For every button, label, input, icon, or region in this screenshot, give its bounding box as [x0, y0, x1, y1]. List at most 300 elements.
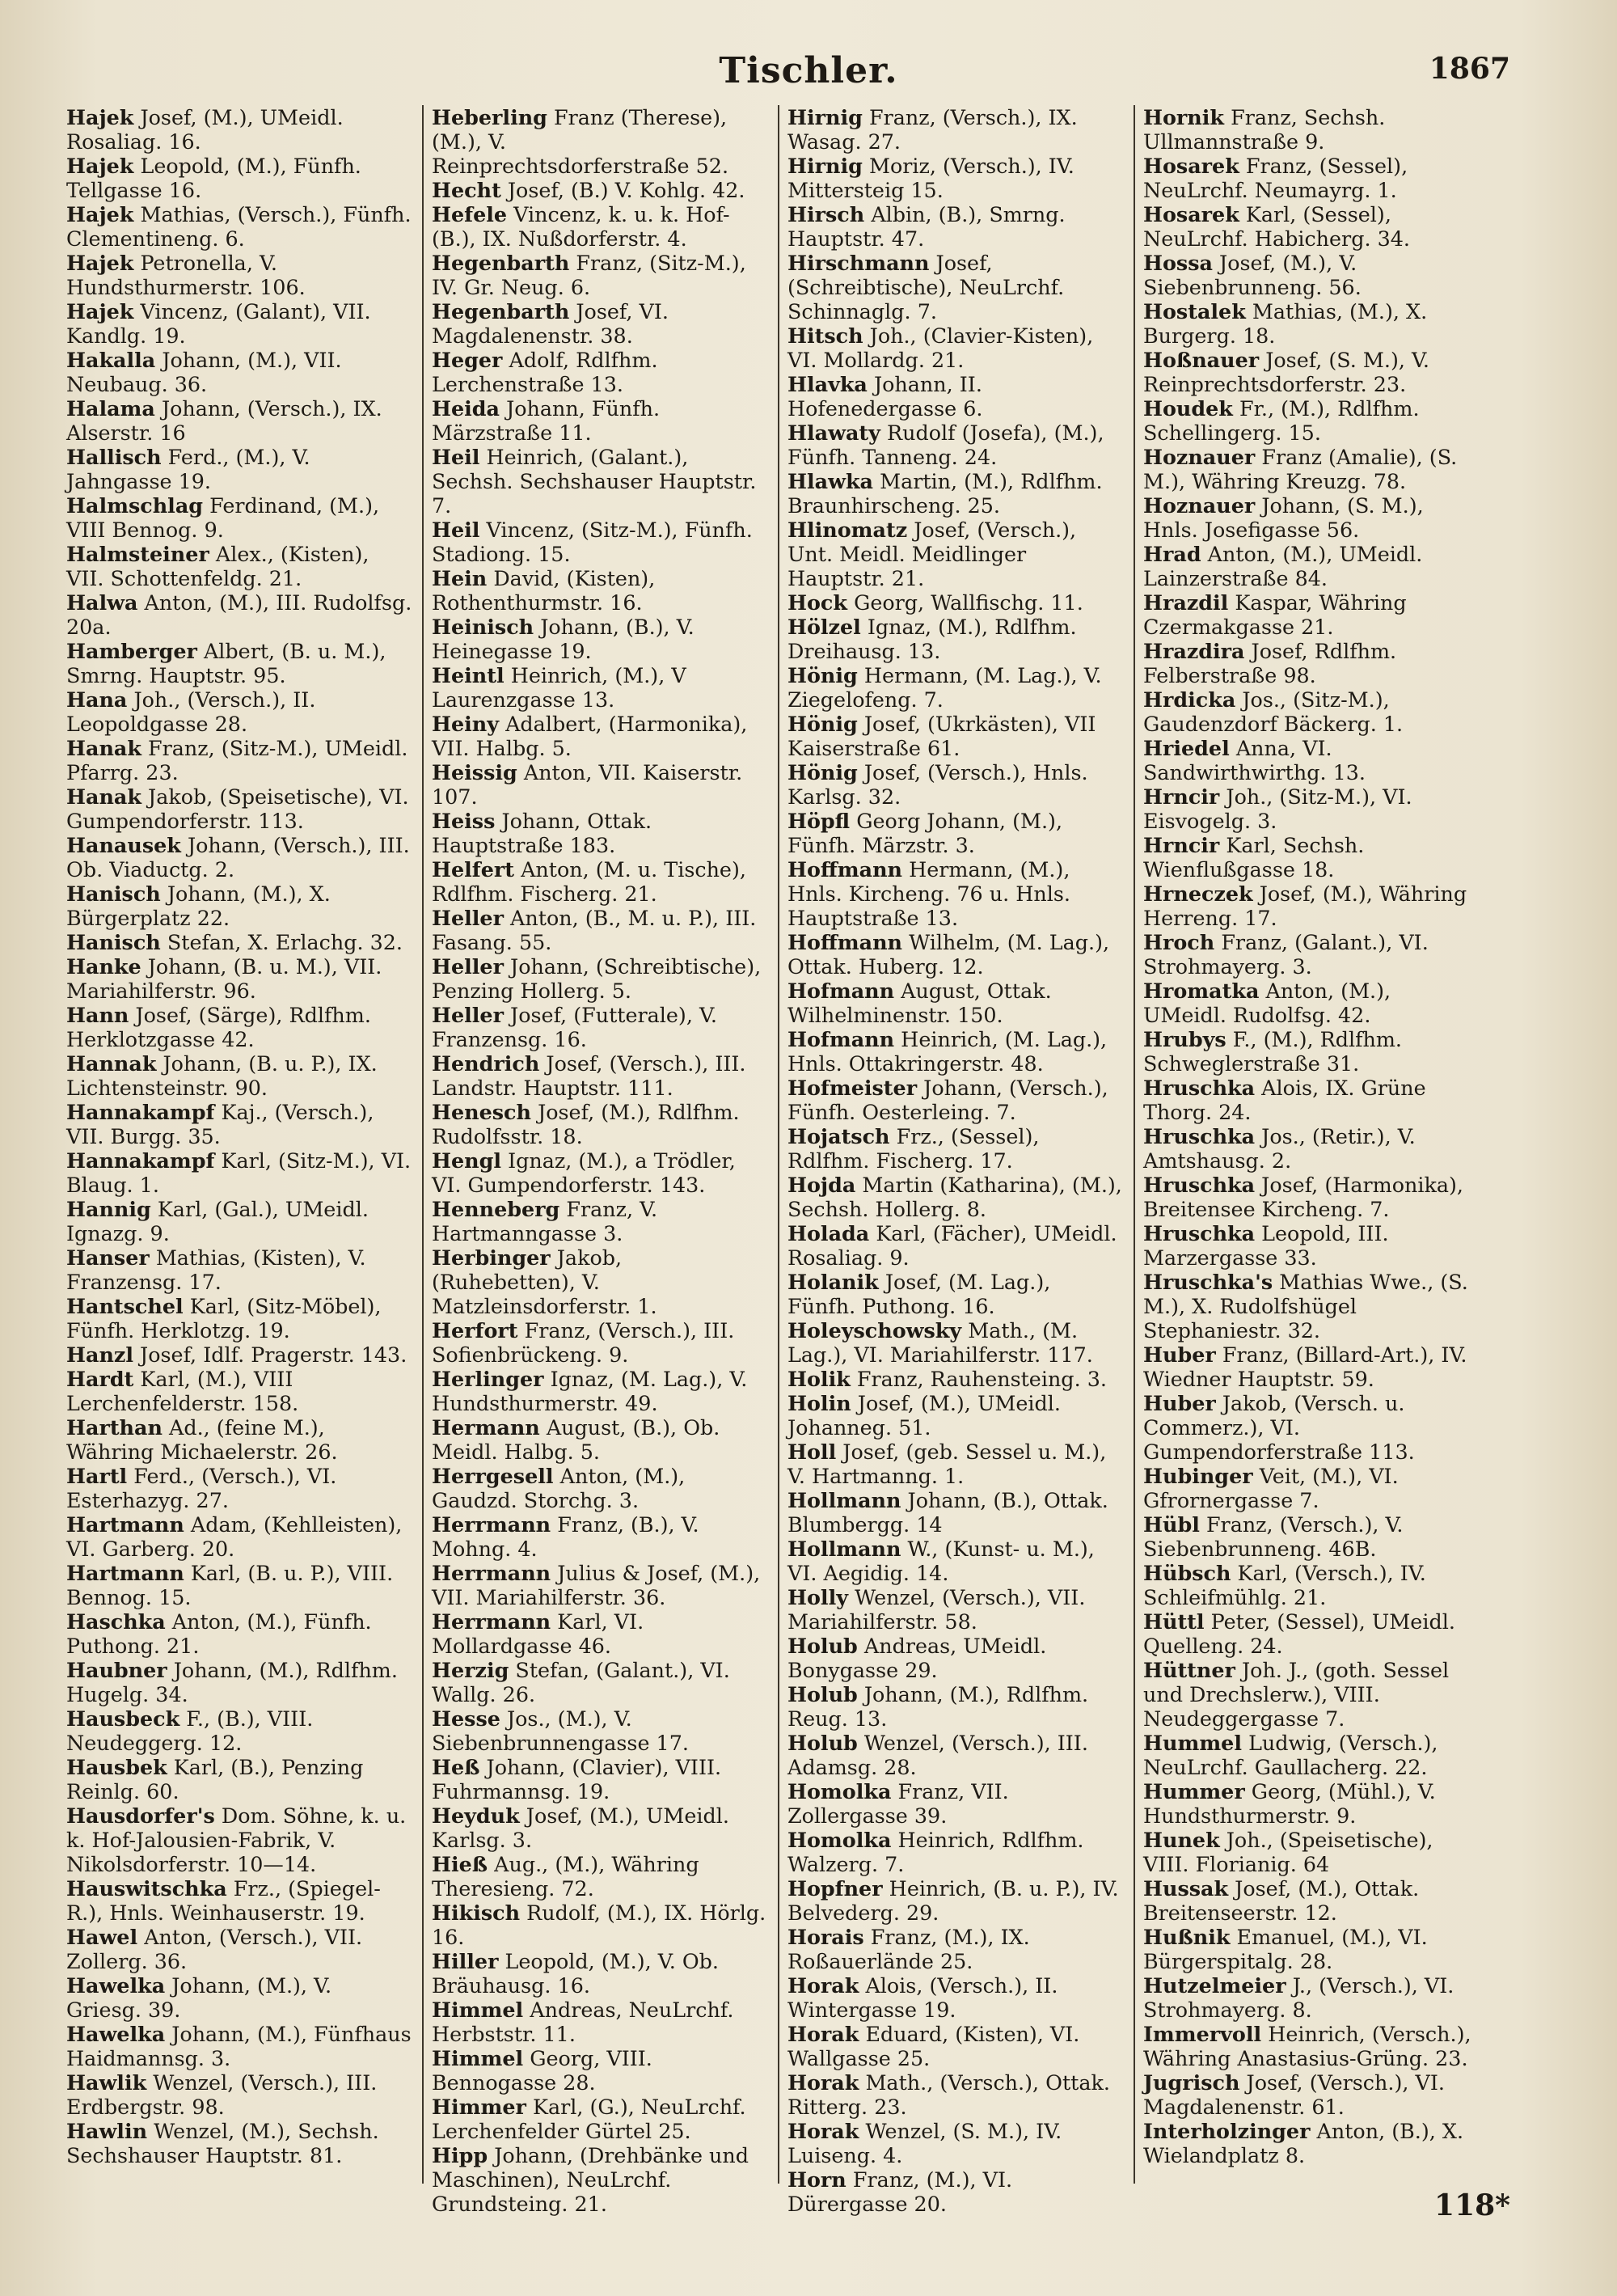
entry-name: Hausdorfer's — [66, 1803, 215, 1828]
directory-entry — [787, 760, 1124, 809]
directory-entry — [66, 105, 412, 154]
entry-details: Franz, (Versch.), IX. Wasag. 27. — [787, 105, 1078, 154]
entry-details: Stefan, (Galant.), VI. Wallg. 26. — [432, 1658, 730, 1706]
directory-entry — [432, 954, 768, 1003]
entry-name: Halwa — [66, 590, 138, 615]
entry-name: Hollmann — [787, 1537, 901, 1561]
entry-name: Hajek — [66, 105, 134, 129]
directory-entry — [1143, 1828, 1480, 1876]
directory-entry — [1143, 1270, 1480, 1343]
directory-entry — [66, 1803, 412, 1876]
entry-name: Hrneczek — [1143, 882, 1253, 906]
directory-entry — [432, 1367, 768, 1415]
entry-details: Franz, (Galant.), VI. Strohmayerg. 3. — [1143, 930, 1429, 979]
entry-details: Josef, (Versch.), VI. Magdalenenstr. 61. — [1143, 2070, 1445, 2119]
directory-entry — [1143, 1973, 1480, 2022]
entry-name: Herrmann — [432, 1561, 551, 1585]
directory-entry — [432, 1100, 768, 1148]
entry-name: Holly — [787, 1585, 848, 1609]
entry-name: Hannak — [66, 1051, 157, 1076]
directory-entry — [432, 1706, 768, 1755]
directory-entry — [66, 154, 412, 202]
directory-entry — [1143, 2119, 1480, 2167]
directory-entry — [66, 445, 412, 493]
directory-entry — [1143, 1173, 1480, 1221]
entry-details: Ignaz, (M.), a Trödler, VI. Gumpendorferstr. 143. — [432, 1148, 736, 1197]
page-title: Tischler. — [719, 50, 898, 91]
entry-details: Johann, (S. M.), Hnls. Josefigasse 56. — [1143, 493, 1424, 542]
entry-details: Alois, IX. Grüne Thorg. 24. — [1143, 1076, 1426, 1124]
directory-entry — [66, 833, 412, 882]
entry-name: Heger — [432, 348, 503, 372]
entry-details: Franz (Therese), (M.), V. Reinprechtsdorferstraße 52. — [432, 105, 729, 178]
directory-entry — [787, 1634, 1124, 1682]
entry-name: Hana — [66, 687, 128, 712]
directory-entry — [1143, 445, 1480, 493]
entry-details: Franz, Sechsh. Ullmannstraße 9. — [1143, 105, 1386, 154]
directory-entry — [787, 1318, 1124, 1367]
directory-entry — [787, 1731, 1124, 1779]
directory-entry — [787, 712, 1124, 760]
entry-name: Herrgesell — [432, 1464, 554, 1488]
directory-entry — [432, 809, 768, 857]
directory-entry — [432, 178, 768, 202]
entry-name: Helfert — [432, 857, 514, 882]
entry-name: Horak — [787, 2022, 859, 2046]
directory-entry — [66, 1294, 412, 1343]
directory-entry — [432, 348, 768, 396]
entry-details: Math., (M. Lag.), VI. Mariahilferstr. 117. — [787, 1318, 1093, 1367]
entry-details: Josef, (Schreibtische), NeuLrchf. Schinnaglg. 7. — [787, 251, 1065, 323]
directory-entry — [432, 1949, 768, 1998]
entry-name: Hlinomatz — [787, 518, 908, 542]
entry-details: Heinrich, (M. Lag.), Hnls. Ottakringerstr. 48. — [787, 1027, 1108, 1076]
entry-name: Hlawaty — [787, 421, 880, 445]
entry-name: Hawelka — [66, 2022, 166, 2046]
entry-details: Jakob, (Ruhebetten), V. Matzleinsdorferstr. 1. — [432, 1245, 657, 1318]
entry-details: Heinrich, (Galant.), Sechsh. Sechshauser Hauptstr. 7. — [432, 445, 757, 518]
directory-entry — [1143, 396, 1480, 445]
entry-details: J., (Versch.), VI. Strohmayerg. 8. — [1143, 1973, 1454, 2022]
entry-name: Hrdicka — [1143, 687, 1236, 712]
directory-entry — [66, 348, 412, 396]
entry-name: Holin — [787, 1391, 851, 1415]
entry-details: Franz, (Versch.), III. Sofienbrückeng. 9. — [432, 1318, 735, 1367]
directory-entry — [432, 1148, 768, 1197]
entry-details: Ferd., (M.), V. Jahngasse 19. — [66, 445, 310, 493]
entry-details: Albin, (B.), Smrng. Hauptstr. 47. — [787, 202, 1066, 251]
directory-entry — [787, 2167, 1124, 2216]
entry-details: Ignaz, (M.), Rdlfhm. Dreihausg. 13. — [787, 615, 1077, 663]
directory-entry — [787, 1173, 1124, 1221]
entry-details: Jos., (M.), V. Siebenbrunnengasse 17. — [432, 1706, 689, 1755]
entry-details: Joh., (Speisetische), VIII. Florianig. 64 — [1143, 1828, 1433, 1876]
entry-name: Herbinger — [432, 1245, 551, 1270]
entry-details: Franz, (M.), IX. Roßauerlände 25. — [787, 1925, 1030, 1973]
entry-name: Hanser — [66, 1245, 150, 1270]
directory-entry — [1143, 736, 1480, 784]
entry-name: Hermann — [432, 1415, 540, 1440]
directory-entry — [787, 1828, 1124, 1876]
directory-entry — [432, 2143, 768, 2216]
entry-name: Huber — [1143, 1391, 1216, 1415]
entry-name: Interholzinger — [1143, 2119, 1311, 2143]
entry-name: Horais — [787, 1925, 864, 1949]
entry-name: Hesse — [432, 1706, 500, 1731]
entry-name: Hajek — [66, 154, 134, 178]
directory-entry — [787, 2119, 1124, 2167]
entry-details: Kaspar, Währing Czermakgasse 21. — [1143, 590, 1407, 639]
directory-entry — [66, 396, 412, 445]
directory-entry — [432, 1318, 768, 1367]
directory-entry — [1143, 930, 1480, 979]
entry-name: Hrubys — [1143, 1027, 1226, 1051]
entry-details: Karl, (M.), VIII Lerchenfelderstr. 158. — [66, 1367, 299, 1415]
column-3 — [778, 105, 1134, 2216]
directory-entry — [787, 1925, 1124, 1973]
directory-entry — [787, 1076, 1124, 1124]
entry-name: Hanak — [66, 784, 141, 809]
directory-entry — [432, 906, 768, 954]
entry-details: Heinrich, (M.), V Laurenzgasse 13. — [432, 663, 686, 712]
entry-details: Josef, (S. M.), V. Reinprechtsdorferstr. 23. — [1143, 348, 1429, 396]
entry-details: Wenzel, (Versch.), III. Adamsg. 28. — [787, 1731, 1088, 1779]
directory-entry — [66, 1512, 412, 1561]
directory-entry — [1143, 1464, 1480, 1512]
directory-entry — [432, 202, 768, 251]
entry-details: Joh., (Versch.), II. Leopoldgasse 28. — [66, 687, 316, 736]
entry-name: Heyduk — [432, 1803, 520, 1828]
entry-details: Josef, (M.), Währing Herreng. 17. — [1143, 882, 1467, 930]
entry-details: Alois, (Versch.), II. Wintergasse 19. — [787, 1973, 1058, 2022]
entry-details: Rudolf (Josefa), (M.), Fünfh. Tanneng. 24. — [787, 421, 1104, 469]
entry-name: Hönig — [787, 760, 858, 784]
entry-details: Martin (Katharina), (M.), Sechsh. Hollerg. 8. — [787, 1173, 1122, 1221]
entry-details: Heinrich, Rdlfhm. Walzerg. 7. — [787, 1828, 1084, 1876]
entry-name: Hrncir — [1143, 784, 1220, 809]
entry-name: Hannig — [66, 1197, 151, 1221]
entry-details: Ferdinand, (M.), VIII Bennog. 9. — [66, 493, 380, 542]
entry-details: Franz, (Sitz-M.), IV. Gr. Neug. 6. — [432, 251, 746, 299]
entry-name: Hromatka — [1143, 979, 1260, 1003]
directory-entry — [66, 1658, 412, 1706]
directory-entry — [432, 396, 768, 445]
entry-details: Anton, (M.), UMeidl. Rudolfsg. 42. — [1143, 979, 1391, 1027]
directory-entry — [1143, 590, 1480, 639]
entry-details: Jos., (Sitz-M.), Gaudenzdorf Bäckerg. 1. — [1143, 687, 1404, 736]
directory-entry — [787, 323, 1124, 372]
entry-name: Immervoll — [1143, 2022, 1262, 2046]
entry-details: Karl, (B. u. P.), VIII. Bennog. 15. — [66, 1561, 394, 1609]
entry-name: Hummel — [1143, 1731, 1242, 1755]
directory-entry — [787, 202, 1124, 251]
entry-details: Johann, (Clavier), VIII. Fuhrmannsg. 19. — [432, 1755, 722, 1803]
entry-details: Anton, (M.), UMeidl. Lainzerstraße 84. — [1143, 542, 1423, 590]
entry-name: Hussak — [1143, 1876, 1229, 1901]
entry-name: Hosarek — [1143, 154, 1239, 178]
entry-name: Hönig — [787, 712, 858, 736]
directory-entry — [787, 518, 1124, 590]
entry-name: Herzig — [432, 1658, 509, 1682]
entry-details: Karl, (Versch.), IV. Schleifmühlg. 21. — [1143, 1561, 1426, 1609]
entry-details: Johann, (M.), X. Bürgerplatz 22. — [66, 882, 331, 930]
entry-name: Houdek — [1143, 396, 1233, 421]
directory-entry — [1143, 1658, 1480, 1731]
entry-details: Josef, (geb. Sessel u. M.), V. Hartmanng. 1. — [787, 1440, 1107, 1488]
directory-entry — [1143, 1779, 1480, 1828]
directory-entry — [1143, 542, 1480, 590]
entry-details: Ad., (feine M.), Währing Michaelerstr. 26. — [66, 1415, 338, 1464]
entry-details: Josef, (Särge), Rdlfhm. Herklotzgasse 42. — [66, 1003, 371, 1051]
entry-details: Anton, (M.), Gaudzd. Storchg. 3. — [432, 1464, 686, 1512]
directory-entry — [432, 1901, 768, 1949]
directory-entry — [1143, 2070, 1480, 2119]
entry-details: Josef, (M.), Rdlfhm. Rudolfsstr. 18. — [432, 1100, 740, 1148]
entry-name: Hajek — [66, 299, 134, 323]
entry-details: Heinrich, (Versch.), Währing Anastasius-Grüng. 23. — [1143, 2022, 1471, 2070]
entry-name: Heiss — [432, 809, 496, 833]
directory-entry — [66, 784, 412, 833]
entry-name: Horak — [787, 2119, 859, 2143]
entry-name: Hofmann — [787, 979, 895, 1003]
directory-entry — [787, 1779, 1124, 1828]
directory-entry — [1143, 299, 1480, 348]
directory-entry — [787, 2022, 1124, 2070]
directory-entry — [432, 1051, 768, 1100]
directory-entry — [1143, 1076, 1480, 1124]
entry-name: Hornik — [1143, 105, 1225, 129]
entry-name: Holub — [787, 1682, 858, 1706]
entry-name: Hallisch — [66, 445, 162, 469]
entry-details: Fr., (M.), Rdlfhm. Schellingerg. 15. — [1143, 396, 1420, 445]
directory-entry — [432, 1245, 768, 1318]
entry-name: Hollmann — [787, 1488, 901, 1512]
entry-details: Leopold, (M.), Fünfh. Tellgasse 16. — [66, 154, 361, 202]
entry-name: Hirnig — [787, 154, 863, 178]
directory-entry — [66, 687, 412, 736]
entry-details: August, Ottak. Wilhelminenstr. 150. — [787, 979, 1052, 1027]
entry-name: Hölzel — [787, 615, 861, 639]
directory-entry — [432, 1852, 768, 1901]
entry-details: Franz, V. Hartmanngasse 3. — [432, 1197, 658, 1245]
entry-name: Heiny — [432, 712, 500, 736]
entry-details: Karl, (Sitz-M.), VI. Blaug. 1. — [66, 1148, 412, 1197]
entry-details: Johann, (Drehbänke und Maschinen), NeuLrchf. Grundsteing. 21. — [432, 2143, 749, 2216]
directory-entry — [787, 930, 1124, 979]
directory-entry — [1143, 1391, 1480, 1464]
entry-details: Karl, Sechsh. Wienflußgasse 18. — [1143, 833, 1365, 882]
entry-details: Johann, (M.), VII. Neubaug. 36. — [66, 348, 342, 396]
entry-details: Anton, VII. Kaiserstr. 107. — [432, 760, 743, 809]
directory-entry — [66, 882, 412, 930]
column-4 — [1134, 105, 1489, 2184]
entry-details: Mathias Wwe., (S. M.), X. Rudolfshügel Stephaniestr. 32. — [1143, 1270, 1468, 1343]
entry-details: Mathias, (Kisten), V. Franzensg. 17. — [66, 1245, 366, 1294]
entry-name: Hantschel — [66, 1294, 184, 1318]
directory-entry — [66, 2119, 412, 2167]
directory-entry — [787, 590, 1124, 615]
entry-details: Heinrich, (B. u. P.), IV. Belvederg. 29. — [787, 1876, 1119, 1925]
entry-details: Johann, (B.), V. Heinegasse 19. — [432, 615, 695, 663]
entry-name: Hummer — [1143, 1779, 1245, 1803]
entry-name: Hüttner — [1143, 1658, 1235, 1682]
entry-name: Hußnik — [1143, 1925, 1231, 1949]
entry-details: Eduard, (Kisten), VI. Wallgasse 25. — [787, 2022, 1080, 2070]
entry-details: Karl, VI. Mollardgasse 46. — [432, 1609, 644, 1658]
entry-name: Hikisch — [432, 1901, 521, 1925]
directory-entry — [66, 299, 412, 348]
entry-details: Karl, (B.), Penzing Reinlg. 60. — [66, 1755, 364, 1803]
directory-entry — [66, 1245, 412, 1294]
directory-entry — [66, 202, 412, 251]
entry-name: Holub — [787, 1731, 858, 1755]
entry-details: Georg, Wallfischg. 11. — [854, 590, 1083, 615]
entry-name: Heida — [432, 396, 500, 421]
entry-name: Holeyschowsky — [787, 1318, 962, 1343]
entry-details: Josef, (Versch.), Hnls. Karlsg. 32. — [787, 760, 1088, 809]
directory-entry — [1143, 979, 1480, 1027]
entry-details: Vincenz, (Sitz-M.), Fünfh. Stadiong. 15. — [432, 518, 753, 566]
entry-name: Heß — [432, 1755, 480, 1779]
directory-entry — [1143, 1124, 1480, 1173]
entry-details: Johann, (Versch.), III. Ob. Viaductg. 2. — [66, 833, 410, 882]
entry-details: Andreas, UMeidl. Bonygasse 29. — [787, 1634, 1047, 1682]
directory-entry — [432, 299, 768, 348]
directory-entry — [66, 1100, 412, 1148]
entry-details: Albert, (B. u. M.), Smrng. Hauptstr. 95. — [66, 639, 386, 687]
entry-details: Frz., (Spiegel-R.), Hnls. Weinhauserstr. 19. — [66, 1876, 381, 1925]
entry-name: Hoffmann — [787, 930, 903, 954]
entry-details: Franz, (M.), VI. Dürergasse 20. — [787, 2167, 1013, 2216]
entry-details: Joh., (Sitz-M.), VI. Eisvogelg. 3. — [1143, 784, 1412, 833]
directory-entry — [1143, 1027, 1480, 1076]
entry-details: Johann, (Schreibtische), Penzing Hollerg. 5. — [432, 954, 762, 1003]
directory-entry — [66, 1609, 412, 1658]
entry-name: Hruschka's — [1143, 1270, 1273, 1294]
directory-entry — [787, 1682, 1124, 1731]
entry-details: Anton, (M. u. Tische), Rdlfhm. Fischerg. 21. — [432, 857, 746, 906]
directory-entry — [1143, 1876, 1480, 1925]
entry-details: Wenzel, (Versch.), VII. Mariahilferstr. 58. — [787, 1585, 1086, 1634]
directory-entry — [432, 615, 768, 663]
entry-details: Josef, (M.), UMeidl. Rosaliag. 16. — [66, 105, 344, 154]
entry-name: Hannakampf — [66, 1100, 215, 1124]
directory-entry — [1143, 1609, 1480, 1658]
directory-entry — [1143, 639, 1480, 687]
entry-details: Wenzel, (M.), Sechsh. Sechshauser Hauptstr. 81. — [66, 2119, 379, 2167]
entry-details: Josef, (Harmonika), Breitensee Kircheng. 7. — [1143, 1173, 1463, 1221]
entry-details: Math., (Versch.), Ottak. Ritterg. 23. — [787, 2070, 1110, 2119]
directory-entry — [1143, 1512, 1480, 1561]
entry-details: Josef, (Ukrkästen), VII Kaiserstraße 61. — [787, 712, 1096, 760]
directory-entry — [66, 639, 412, 687]
entry-details: Josef, Idlf. Pragerstr. 143. — [140, 1343, 407, 1367]
entry-details: Jos., (Retir.), V. Amtshausg. 2. — [1143, 1124, 1416, 1173]
entry-name: Hengl — [432, 1148, 502, 1173]
directory-entry — [432, 1512, 768, 1561]
directory-entry — [787, 1440, 1124, 1488]
entry-name: Hunek — [1143, 1828, 1220, 1852]
directory-entry — [787, 1537, 1124, 1585]
entry-name: Hruschka — [1143, 1076, 1256, 1100]
directory-entry — [787, 1367, 1124, 1391]
entry-name: Herlinger — [432, 1367, 544, 1391]
directory-entry — [432, 1197, 768, 1245]
entry-details: Josef, (M.), UMeidl. Johanneg. 51. — [787, 1391, 1061, 1440]
entry-details: Ignaz, (M. Lag.), V. Hundsthurmerstr. 49. — [432, 1367, 748, 1415]
entry-name: Hossa — [1143, 251, 1213, 275]
entry-name: Hauswitschka — [66, 1876, 227, 1901]
entry-details: Wilhelm, (M. Lag.), Ottak. Huberg. 12. — [787, 930, 1110, 979]
entry-details: Johann, Ottak. Hauptstraße 183. — [432, 809, 652, 857]
entry-details: Johann, (B. u. M.), VII. Mariahilferstr. 96. — [66, 954, 382, 1003]
directory-entry — [787, 2070, 1124, 2119]
directory-entry — [432, 1658, 768, 1706]
entry-name: Hawel — [66, 1925, 138, 1949]
entry-name: Hanke — [66, 954, 141, 979]
entry-name: Hoffmann — [787, 857, 903, 882]
entry-details: Mathias, (Versch.), Fünfh. Clementineng. 6. — [66, 202, 412, 251]
entry-name: Hruschka — [1143, 1173, 1256, 1197]
entry-details: Karl, (Fächer), UMeidl. Rosaliag. 9. — [787, 1221, 1117, 1270]
entry-name: Hojatsch — [787, 1124, 890, 1148]
directory-entry — [787, 1973, 1124, 2022]
directory-entry — [66, 1415, 412, 1464]
directory-entry — [66, 1876, 412, 1925]
entry-name: Hofmann — [787, 1027, 895, 1051]
entry-name: Hardt — [66, 1367, 134, 1391]
directory-entry — [432, 566, 768, 615]
entry-name: Hroch — [1143, 930, 1215, 954]
directory-entry — [1143, 202, 1480, 251]
directory-entry — [432, 857, 768, 906]
entry-details: Johann, II. Hofenedergasse 6. — [787, 372, 983, 421]
entry-details: Jakob, (Speisetische), VI. Gumpendorferstr. 113. — [66, 784, 409, 833]
entry-details: Franz, (B.), V. Mohng. 4. — [432, 1512, 699, 1561]
entry-details: Johann, (M.), Fünfhaus Haidmannsg. 3. — [66, 2022, 412, 2070]
entry-details: Johann, (B. u. P.), IX. Lichtensteinstr. 90. — [66, 1051, 378, 1100]
directory-entry — [432, 445, 768, 518]
entry-name: Harthan — [66, 1415, 163, 1440]
entry-name: Hrazdira — [1143, 639, 1245, 663]
directory-entry — [787, 615, 1124, 663]
entry-details: Vincenz, (Galant), VII. Kandlg. 19. — [66, 299, 371, 348]
entry-details: Veit, (M.), VI. Gfrornergasse 7. — [1143, 1464, 1399, 1512]
entry-details: Andreas, NeuLrchf. Herbststr. 11. — [432, 1998, 734, 2046]
directory-entry — [432, 105, 768, 178]
entry-name: Hiller — [432, 1949, 499, 1973]
entry-details: Wenzel, (S. M.), IV. Luiseng. 4. — [787, 2119, 1062, 2167]
directory-entry — [1143, 1731, 1480, 1779]
entry-name: Heissig — [432, 760, 517, 784]
entry-name: Hrad — [1143, 542, 1201, 566]
entry-details: Emanuel, (M.), VI. Bürgerspitalg. 28. — [1143, 1925, 1428, 1973]
entry-name: Herfort — [432, 1318, 518, 1343]
entry-name: Hosarek — [1143, 202, 1239, 226]
entry-name: Hruschka — [1143, 1221, 1256, 1245]
directory-entry — [66, 2022, 412, 2070]
entry-details: Karl, (Gal.), UMeidl. Ignazg. 9. — [66, 1197, 369, 1245]
directory-entry — [1143, 2022, 1480, 2070]
entry-name: Hlawka — [787, 469, 873, 493]
directory-entry — [66, 1051, 412, 1100]
entry-name: Hofmeister — [787, 1076, 918, 1100]
entry-name: Hanausek — [66, 833, 181, 857]
entry-name: Homolka — [787, 1828, 892, 1852]
directory-entry — [66, 1148, 412, 1197]
entry-details: Anton, (M.), Fünfh. Puthong. 21. — [66, 1609, 372, 1658]
directory-entry — [432, 1415, 768, 1464]
